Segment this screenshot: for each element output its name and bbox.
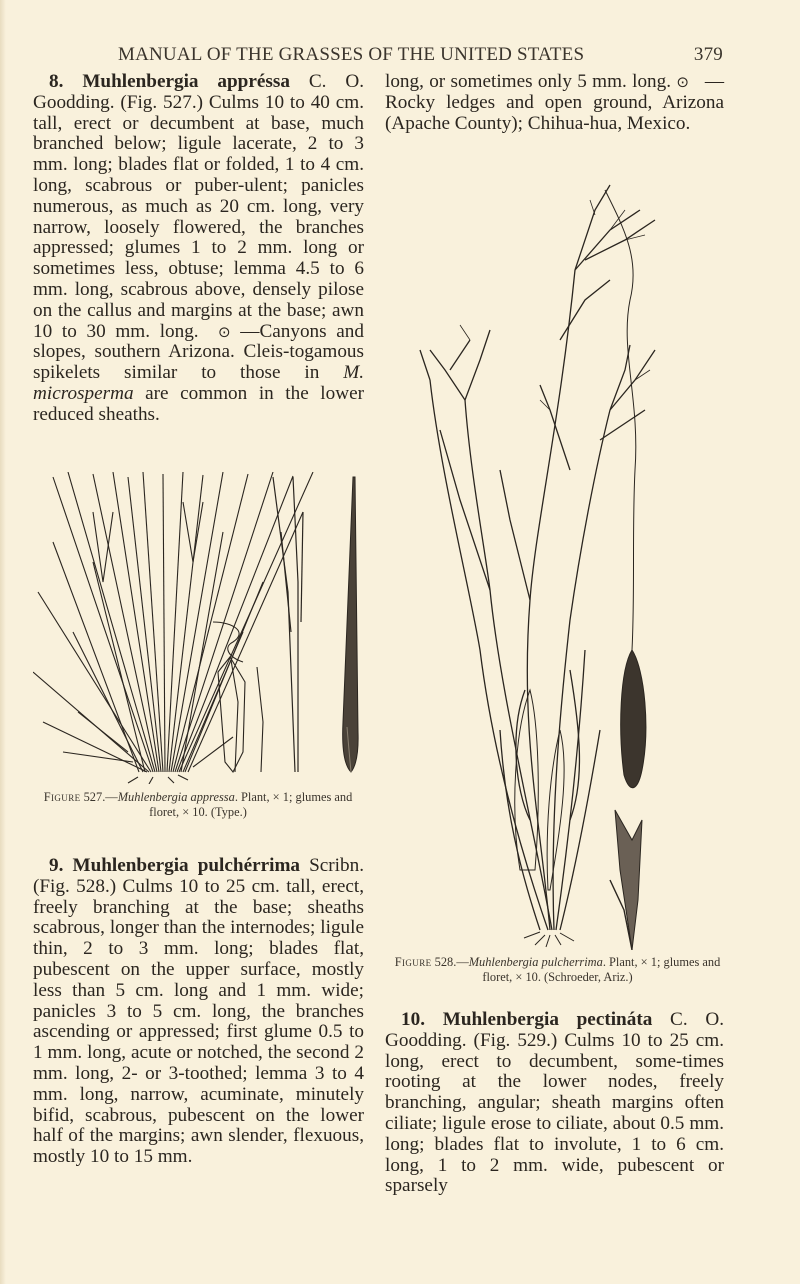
figure-number: 527. — [83, 790, 106, 804]
right-column — [385, 72, 724, 134]
species-description: (Fig. 527.) Culms 10 to 40 cm. tall, erect or decumbent at base, much branched below; ligule lacerate, 2 to 3 mm. long; blades flat or folded, 1 to 4 cm. long, scabrous or puber-ulent; panicles numerous, as much as 20 cm. long, very narrow, loosely flowered, the branches appressed; glumes 1 to 2 mm. long or sometimes less, obtuse; lemma 4.5 to 6 mm. long, scabrous above, densely pilose on the callus and margins at the base; awn 10 to 30 mm. long. — [33, 91, 364, 342]
species-name: Muhlenbergia appréssa — [82, 71, 290, 92]
figure-527-illustration — [33, 472, 363, 784]
figure-528-illustration — [410, 170, 670, 950]
species-entry-9-continued — [385, 72, 724, 134]
species-entry-9 — [33, 856, 364, 1168]
species-entry-10 — [385, 1010, 724, 1197]
species-name: Muhlenbergia pulchérrima — [72, 855, 301, 876]
species-authority: C. O. Goodding. — [385, 1009, 725, 1051]
figure-caption-text: . Plant, × 1; glumes and floret, × 10. (Schroeder, Ariz.) — [482, 955, 721, 984]
right-column-lower — [385, 1010, 724, 1197]
figure-527-caption — [33, 790, 363, 819]
species-cross-reference: M. microsperma — [33, 362, 364, 404]
species-range: —Canyons and slopes, southern Arizona. Cleis-togamous spikelets similar to those in — [33, 320, 364, 384]
species-name: Muhlenbergia pectináta — [442, 1009, 653, 1030]
figure-label: Figure — [43, 790, 81, 804]
species-description: (Fig. 528.) Culms 10 to 25 cm. tall, erect, freely branching at the base; sheaths scabrous, longer than the internodes; ligule thin, 2 to 3 mm. long; blades flat, pubescent on the upper surface, mostly less than 5 cm. long and 1 mm. wide; panicles 3 to 5 cm. long, the branches ascending or appressed; first glume 0.5 to 1 mm. long, acute or notched, the second 2 mm. long, 2- or 3-toothed; lemma 3 to 4 mm. long, narrow, acuminate, minutely bifid, scabrous, pubescent on the lower half of the margins; awn slender, flexuous, mostly 10 to 15 mm. — [33, 875, 364, 1168]
species-authority: Scribn. — [309, 855, 364, 876]
figure-number: 528. — [434, 955, 457, 969]
species-entry-8 — [33, 72, 364, 426]
perennial-symbol-icon: ⊙ — [217, 322, 231, 341]
species-authority: C. O. Goodding. — [33, 71, 365, 113]
figure-species: Muhlenbergia appressa — [117, 790, 235, 804]
species-description: (Fig. 529.) Culms 10 to 25 cm. long, erect to decumbent, some-times rooting at the lower nodes, freely branching, angular; sheath margins often ciliate; ligule erose to ciliate, about 0.5 mm. long; blades flat to involute, 1 to 6 cm. long, 1 to 2 mm. wide, pubescent or sparsely — [385, 1029, 724, 1197]
grass-plant-illustration-icon — [410, 170, 670, 950]
page-number: 379 — [693, 44, 723, 65]
page-edge-shadow — [0, 0, 6, 1284]
left-column-lower — [33, 856, 364, 1168]
species-number: 10. — [401, 1009, 425, 1030]
figure-528-caption — [385, 955, 730, 984]
perennial-symbol-icon: ⊙ — [676, 73, 689, 91]
running-title: MANUAL OF THE GRASSES OF THE UNITED STATES — [118, 44, 585, 65]
species-continuation: long, or sometimes only 5 mm. long. — [385, 71, 672, 92]
figure-label: Figure — [394, 955, 432, 969]
species-number: 9. — [49, 855, 64, 876]
caption-dash: — — [456, 955, 469, 969]
species-note: are common in the lower reduced sheaths. — [33, 382, 364, 425]
caption-dash: — — [105, 790, 118, 804]
left-column — [33, 72, 364, 426]
grass-plant-illustration-icon — [33, 472, 363, 784]
figure-species: Muhlenbergia pulcherrima — [468, 955, 603, 969]
species-range: —Rocky ledges and open ground, Arizona (Apache County); Chihua-hua, Mexico. — [385, 71, 725, 134]
figure-caption-text: . Plant, × 1; glumes and floret, × 10. (Type.) — [149, 790, 353, 819]
species-number: 8. — [49, 71, 64, 92]
